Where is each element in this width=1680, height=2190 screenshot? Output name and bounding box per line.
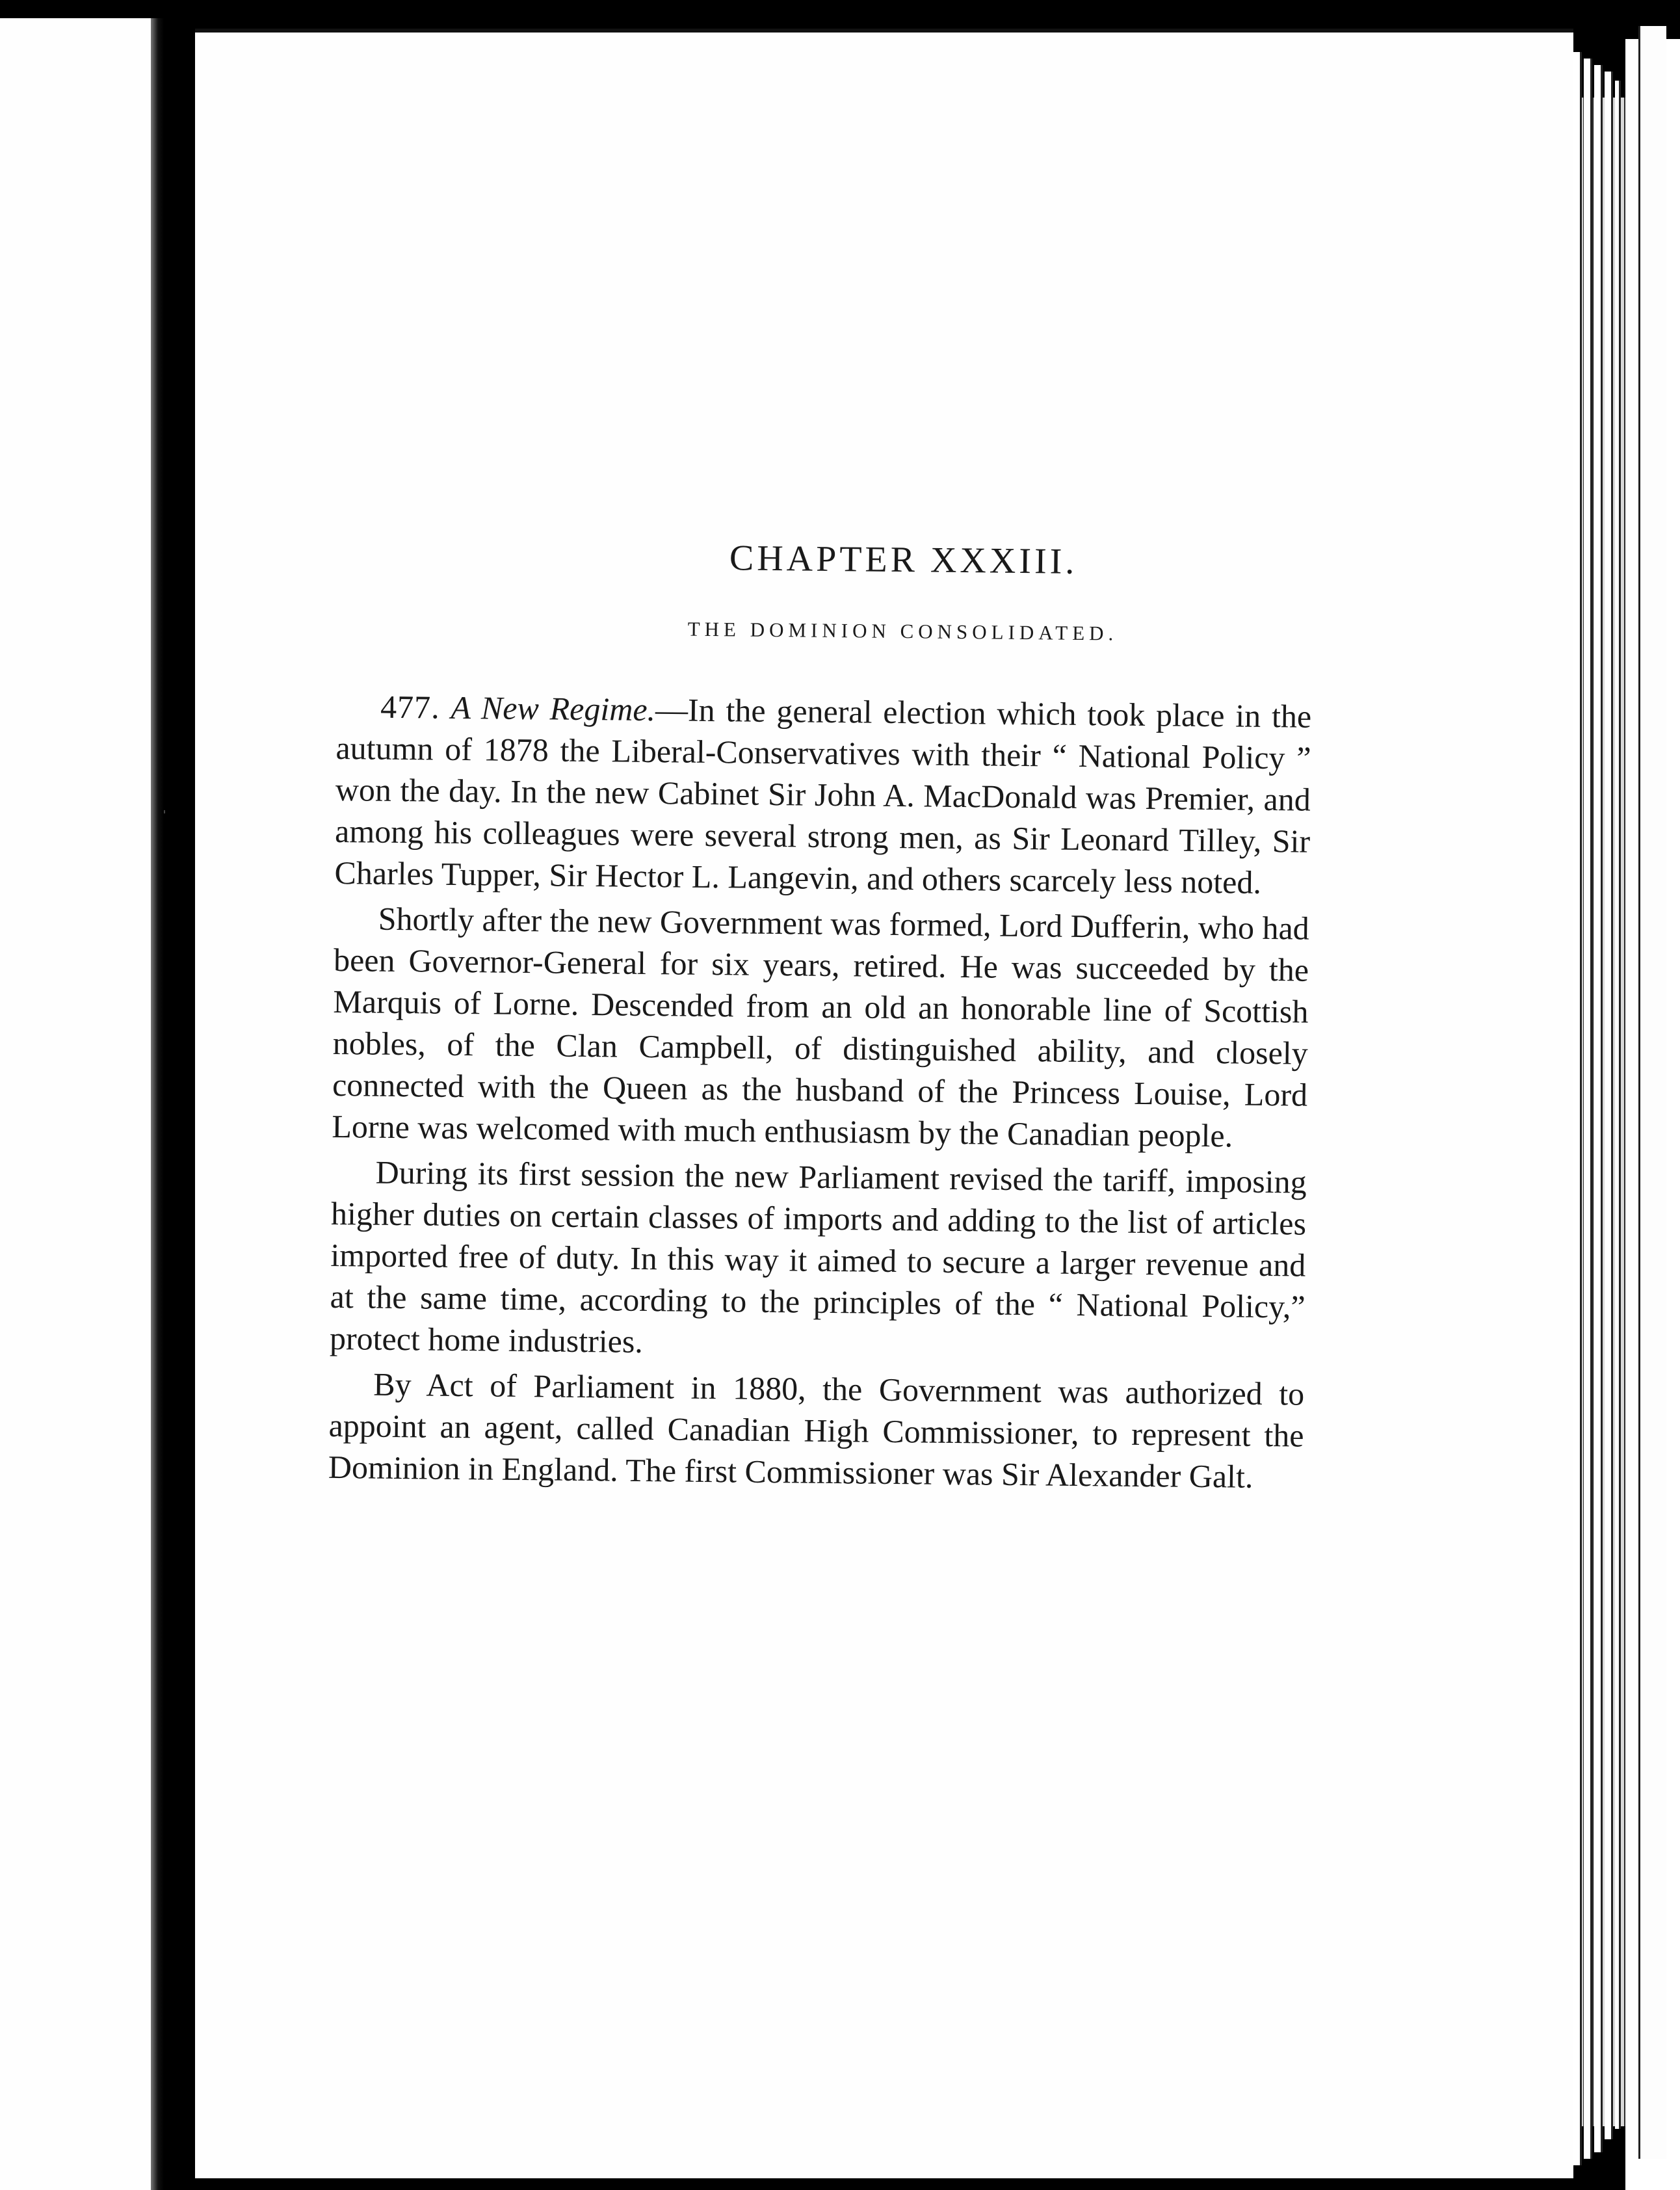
section-dash: — [655,691,689,728]
section-heading: A New Regime. [451,689,656,728]
book-gutter [151,18,164,2190]
paragraph-1 [334,685,1311,904]
left-page [0,18,151,2190]
chapter-subtitle: THE DOMINION CONSOLIDATED. [687,617,1118,645]
paragraph-4: By Act of Parliament in 1880, the Government was authorized to appoint an agent, called Canadian High Commissioner, to represent the Dominion in England. The first Commissioner was Sir Alexander Galt. [328,1365,1305,1495]
paragraph-2: Shortly after the new Government was formed, Lord Dufferin, who had been Governor-General for six years, retired. He was succeeded by the Marquis of Lorne. Descended from an old an honorable line of Scottish nobles, of the Clan Campbell, of distinguished ability, and closely connected with the Queen as the husband of the Princess Louise, Lord Lorne was welcomed with much enthusiasm by the Canadian people. [332,900,1310,1154]
back-cover-edge [1638,26,1666,2159]
section-number: 477. [380,688,440,726]
paragraph-1-text: In the general election which took place in the autumn of 1878 the Liberal-Conservatives with their “ National Policy ” won the day. In the new Cabinet Sir John A. MacDonald was Premier, and among his colleagues were several strong men, as Sir Leonard Tilley, Sir Charles Tupper, Sir Hector L. Langevin, and others scarcely less noted. [334,691,1312,901]
chapter-title: CHAPTER XXXIII. [729,538,1078,582]
page-edge [1605,72,1613,2139]
page-edge [1584,59,1592,2159]
page-edge [1594,65,1603,2152]
page-text [328,533,1313,1498]
paragraph-3: During its first session the new Parliament revised the tariff, imposing higher duties on certain classes of imports and adding to the list of articles imported free of duty. In this way it aimed to secure a larger revenue and at the same time, according to the principles of the “ National Policy,” protect home industries. [329,1154,1307,1360]
page-edge [1573,52,1582,2165]
page-edge [1615,81,1621,2129]
